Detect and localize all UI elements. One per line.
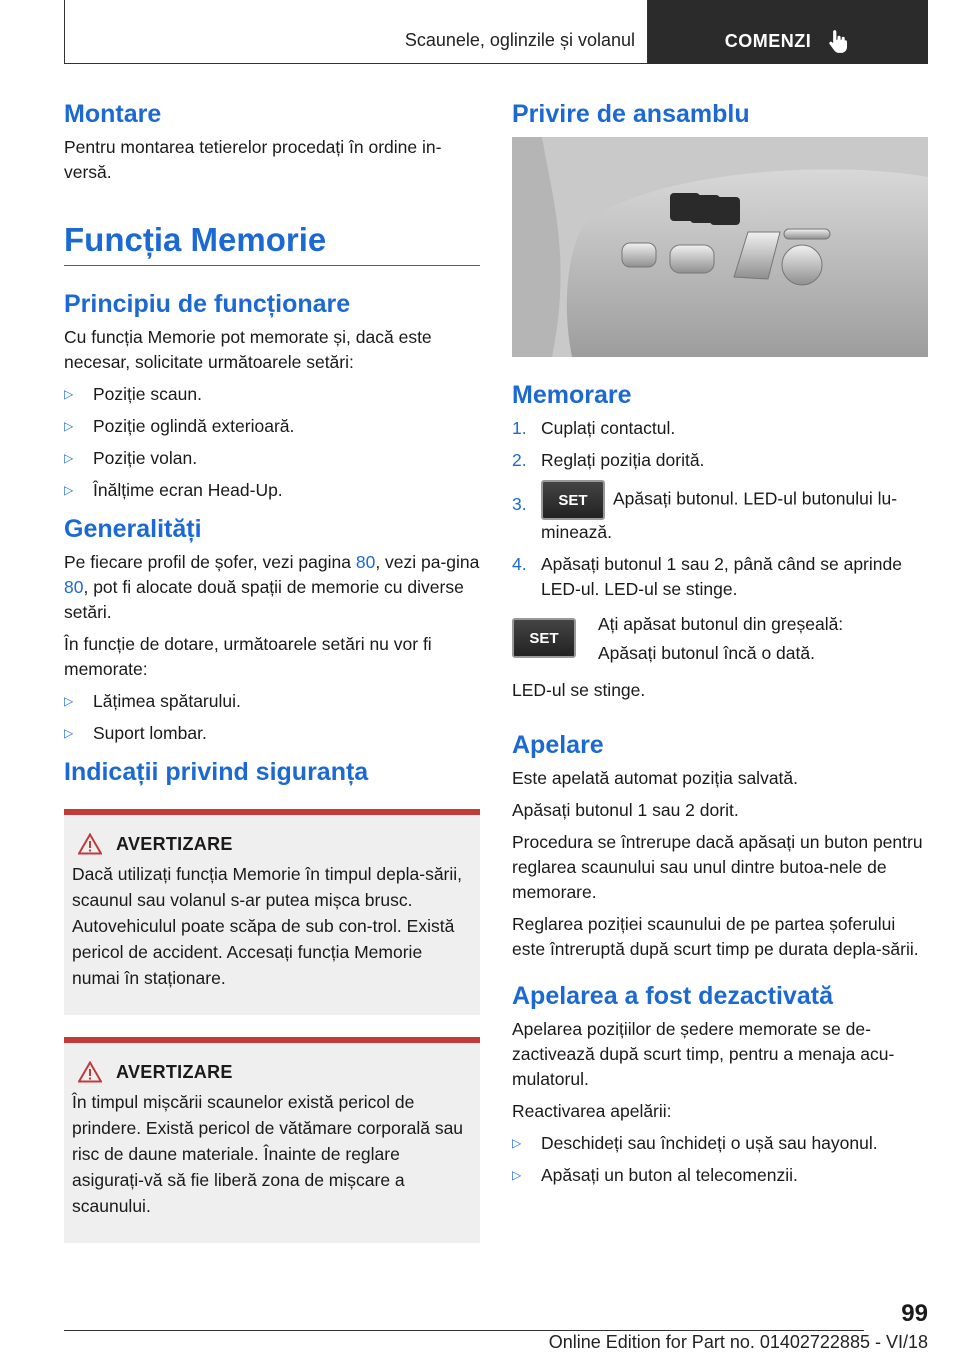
warning-text: Dacă utilizați funcția Memorie în timpul depla-sării, scaunul sau volanul s-ar putea mișca brusc. Autovehiculul poate scăpa de sub con-trol. Există pericol de accident. Accesați funcția Memorie numai în staționare. <box>72 864 463 988</box>
montare-heading: Montare <box>64 100 162 128</box>
left-column <box>64 100 480 1265</box>
warning-triangle-icon <box>78 1061 102 1083</box>
apelare-text: Procedura se întrerupe dacă apăsați un buton pentru reglarea scaunului sau unul dintre butoa-nele de memorare. <box>512 832 923 902</box>
list-item: ▷ Poziție scaun. <box>64 382 480 407</box>
memorare-steps <box>512 416 928 602</box>
siguranta-heading: Indicații privind siguranța <box>64 758 369 786</box>
triangle-bullet-icon: ▷ <box>64 419 74 433</box>
warning-box <box>64 1037 480 1243</box>
apelare-text: Reglarea poziției scaunului de pe partea șoferului este întreruptă după scurt timp pe durata depla-sării. <box>512 914 919 959</box>
page-header <box>64 0 928 64</box>
tip-text: Ați apăsat butonul din greșeală: <box>598 614 844 634</box>
list-item: 1. Cuplați contactul. <box>512 418 676 438</box>
apelare-heading: Apelare <box>512 731 604 759</box>
dezactivata-text: Apelarea pozițiilor de ședere memorate se de-zactivează după scurt timp, pentru a menaja acu-mulatorul. <box>512 1019 895 1089</box>
list-item: ▷ Deschideți sau închideți o ușă sau hayonul. <box>512 1131 928 1156</box>
list-item: ▷ Poziție oglindă exterioară. <box>64 414 480 439</box>
triangle-bullet-icon: ▷ <box>64 694 74 708</box>
apelare-text: Apăsați butonul 1 sau 2 dorit. <box>512 800 739 820</box>
set-button-icon: SET <box>541 480 605 520</box>
principiu-list <box>64 382 480 503</box>
list-item: ▷ Înălțime ecran Head-Up. <box>64 478 480 503</box>
triangle-bullet-icon: ▷ <box>64 483 74 497</box>
list-item: 2. Reglați poziția dorită. <box>512 450 705 470</box>
page-link[interactable]: 80 <box>355 552 376 572</box>
memorie-heading: Funcția Memorie <box>64 221 480 266</box>
generalitati-heading: Generalități <box>64 515 202 543</box>
triangle-bullet-icon: ▷ <box>64 387 74 401</box>
hand-pointer-icon <box>825 28 851 54</box>
chapter-title: COMENZI <box>724 30 812 51</box>
list-item: ▷ Suport lombar. <box>64 721 480 746</box>
footer-divider <box>64 1330 864 1331</box>
list-item: ▷ Poziție volan. <box>64 446 480 471</box>
generalitati-text: Pe fiecare profil de șofer, vezi pagina 80, vezi pa-gina 80, pot fi alocate două spații de memorie cu diverse setări. <box>64 552 480 622</box>
warning-label: AVERTIZARE <box>116 833 233 854</box>
list-item: 4. Apăsați butonul 1 sau 2, până când se aprinde LED-ul. LED-ul se stinge. <box>512 554 902 599</box>
page-link[interactable]: 80 <box>64 577 84 597</box>
warning-text: În timpul mișcării scaunelor există pericol de prindere. Există pericol de vătămare corporală sau risc de daune materiale. Înainte de reglare asigurați-vă să fie liberă zona de mișcare a scaunului. <box>72 1092 464 1216</box>
dezactivata-text: Reactivarea apelării: <box>512 1101 672 1121</box>
dotare-text: În funcție de dotare, următoarele setări nu vor fi memorate: <box>64 634 432 679</box>
page-number: 99 <box>901 1300 928 1327</box>
right-column <box>512 100 928 1200</box>
set-button-icon: SET <box>512 618 576 658</box>
triangle-bullet-icon: ▷ <box>64 726 74 740</box>
warning-triangle-icon <box>78 833 102 855</box>
list-item: ▷ Lățimea spătarului. <box>64 689 480 714</box>
edition-text: Online Edition for Part no. 01402722885 - VI/18 <box>548 1332 928 1352</box>
chapter-tab <box>648 0 928 64</box>
dotare-list <box>64 689 480 746</box>
triangle-bullet-icon: ▷ <box>512 1168 522 1182</box>
dezactivata-heading: Apelarea a fost dezactivată <box>512 982 833 1010</box>
warning-label: AVERTIZARE <box>116 1061 233 1082</box>
reactivare-list <box>512 1131 928 1188</box>
triangle-bullet-icon: ▷ <box>512 1136 522 1150</box>
triangle-bullet-icon: ▷ <box>64 451 74 465</box>
principiu-heading: Principiu de funcționare <box>64 290 351 318</box>
apelare-text: Este apelată automat poziția salvată. <box>512 768 799 788</box>
memorare-heading: Memorare <box>512 381 632 409</box>
tip-block <box>512 612 928 670</box>
tip-text: Apăsați butonul încă o dată. <box>598 643 815 663</box>
principiu-text: Cu funcția Memorie pot memorate și, dacă este necesar, solicitate următoarele setări: <box>64 327 432 372</box>
section-title: Scaunele, oglinzile și volanul <box>64 0 648 64</box>
ansamblu-heading: Privire de ansamblu <box>512 100 750 128</box>
list-item: 3. SET Apăsați butonul. LED-ul butonului lu-minează. <box>512 480 928 545</box>
seat-controls-photo <box>512 137 928 357</box>
warning-box <box>64 809 480 1015</box>
montare-text: Pentru montarea tetierelor procedați în ordine in-versă. <box>64 137 442 182</box>
seat-controls-illustration <box>512 137 928 357</box>
list-item: ▷ Apăsați un buton al telecomenzii. <box>512 1163 928 1188</box>
led-text: LED-ul se stinge. <box>512 680 646 700</box>
